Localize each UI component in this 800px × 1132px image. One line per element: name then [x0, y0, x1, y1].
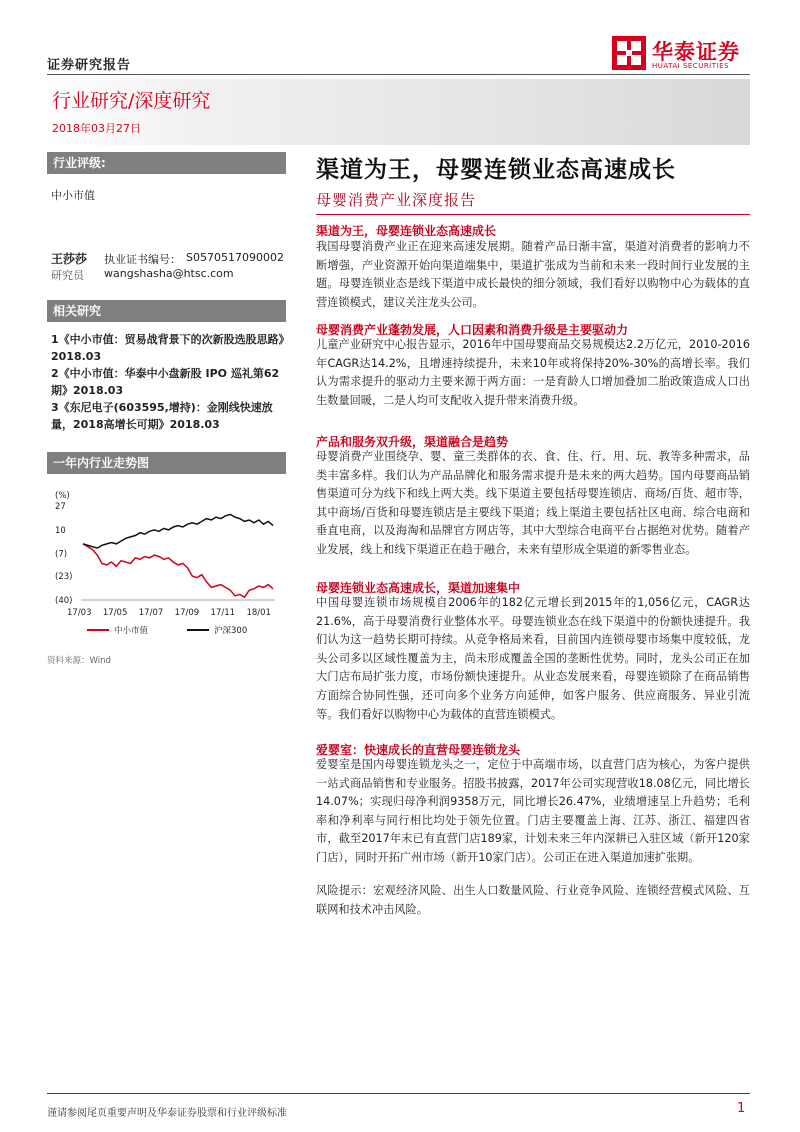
related-title: 相关研究 [53, 304, 102, 318]
rating-section-header [47, 152, 286, 174]
chart-section-header [47, 452, 286, 474]
footer-disclaimer[interactable]: 谨请参阅尾页重要声明及华泰证券股票和行业评级标准 [47, 1108, 287, 1119]
section-heading: 渠道为王，母婴连锁业态高速成长 [316, 224, 497, 238]
y-tick-label: (7) [55, 549, 68, 560]
section-heading: 母婴消费产业蓬勃发展，人口因素和消费升级是主要驱动力 [316, 323, 629, 337]
x-tick-label: 17/07 [138, 608, 164, 618]
risk-note: 风险提示：宏观经济风险、出生人口数量风险、行业竞争风险、连锁经营模式风险、互联网和技术冲击风险。 [316, 884, 750, 916]
related-section-header [47, 300, 286, 322]
huatai-logo [612, 36, 782, 76]
analyst-role: 研究员 [51, 269, 84, 282]
company-name-en: HUATAI SECURITIES [652, 62, 729, 70]
series-line [83, 544, 273, 597]
header-rule [47, 74, 750, 75]
main-title: 渠道为王，母婴连锁业态高速成长 [316, 157, 676, 183]
series-line [83, 514, 273, 548]
y-tick-label: 10 [55, 525, 66, 536]
report-date: 2018年03月27日 [52, 122, 141, 135]
section-body: 母婴消费产业围绕孕、婴、童三类群体的衣、食、住、行、用、玩、教等多种需求，品类丰富多样。我们认为产品品牌化和服务需求提升是未来的两大趋势。国内母婴商品销售渠道可分为线下和线上两大类。线下渠道主要包括母婴连锁店、商场/百货、超市等，其中商场/百货和母婴连锁店是主要线下渠道；线上渠道主要包括社区电商、综合电商和垂直电商，以及海淘和品牌官方网店等，其中大型综合电商平台占据绝对优势。随着产业发展，线上和线下渠道正在趋于融合，未来有望形成全渠道的新零售业态。 [316, 450, 750, 556]
x-tick-label: 17/03 [67, 608, 92, 618]
subtitle-rule [316, 214, 750, 215]
legend-label: 沪深300 [214, 626, 248, 636]
x-tick-label: 17/09 [174, 608, 200, 618]
section-body: 爱婴室是国内母婴连锁龙头之一，定位于中高端市场，以直营门店为核心，为客户提供一站式商品销售和专业服务。招股书披露，2017年公司实现营收18.08亿元，同比增长14.07%；实现归母净利润9358万元，同比增长26.47%，业绩增速呈上升趋势；毛利率和净利率与同行相比均处于领先位置。门店主要覆盖上海、江苏、浙江、福建四省市，截至2017年末已有直营门店189家，计划未来三年内深耕已入驻区域（新开120家门店），同时开拓广州市场（新开10家门店）。公司正在进入渠道加速扩张期。 [316, 758, 750, 864]
section-body: 我国母婴消费产业正在迎来高速发展期。随着产品日渐丰富，渠道对消费者的影响力不断增强，产业资源开始向渠道端集中，渠道扩张成为当前和未来一段时间行业发展的主题。母婴连锁业态是线下渠道中成长最快的细分领域，我们看好以购物中心为载体的直营连锁模式，建议关注龙头公司。 [316, 240, 750, 309]
x-tick-label: 17/05 [102, 608, 128, 618]
huatai-logo-icon [612, 36, 646, 70]
industry-trend-chart [47, 482, 286, 642]
x-tick-label: 17/11 [210, 608, 236, 618]
rating-title: 行业评级: [53, 156, 106, 170]
related-item[interactable]: 2《中小市值：华泰中小盘新股 IPO 巡礼第62期》2018.03 [51, 367, 280, 397]
section-heading: 母婴连锁业态高速成长，渠道加速集中 [316, 581, 521, 595]
company-name-cn: 华泰证券 [652, 40, 740, 64]
legend-label: 中小市值 [114, 626, 149, 636]
section-body: 中国母婴连锁市场规模自2006年的182亿元增长到2015年的1,056亿元，CAGR达21.6%，高于母婴消费行业整体水平。母婴连锁业态在线下渠道中的份额快速提升。我们认为这一趋势长期可持续。从竞争格局来看，目前国内连锁母婴市场集中度较低，龙头公司多以区域性覆盖为主，尚未形成覆盖全国的垄断性优势。同时，龙头公司正在加大门店布局扩张力度，市场份额快速提升。从业态发展来看，母婴连锁除了在商品销售方面综合协同性强，还可向多个业务方向延伸，如客户服务、供应商服务、异业引流等。我们看好以购物中心为载体的直营连锁模式。 [316, 596, 750, 721]
chart-source: 资料来源：Wind [47, 656, 111, 666]
analyst-email[interactable]: wangshasha@htsc.com [104, 267, 234, 280]
footer-rule [47, 1093, 750, 1094]
cert-label: 执业证书编号： [104, 253, 181, 266]
report-category: 行业研究/深度研究 [52, 90, 211, 112]
y-tick-label: (40) [55, 596, 73, 606]
y-tick-label: 27 [55, 502, 66, 512]
cert-number: S0570517090002 [186, 251, 284, 264]
related-item[interactable]: 3《东尼电子(603595,增持)：金刚线快速放量，2018高增长可期》2018.03 [51, 401, 273, 431]
main-subtitle: 母婴消费产业深度报告 [316, 191, 477, 209]
y-axis-unit: (%) [55, 491, 70, 501]
x-tick-label: 18/01 [246, 608, 271, 618]
page-number: 1 [737, 1101, 746, 1116]
section-heading: 产品和服务双升级，渠道融合是趋势 [316, 435, 509, 449]
industry-name: 中小市值 [51, 189, 95, 202]
y-tick-label: (23) [55, 572, 73, 583]
report-type-label: 证券研究报告 [47, 58, 132, 73]
section-heading: 爱婴室：快速成长的直营母婴连锁龙头 [316, 743, 521, 757]
analyst-name: 王莎莎 [51, 252, 88, 266]
chart-title: 一年内行业走势图 [53, 456, 150, 470]
related-item[interactable]: 1《中小市值：贸易战背景下的次新股选股思路》2018.03 [51, 333, 285, 363]
section-body: 儿童产业研究中心报告显示，2016年中国母婴商品交易规模达2.2万亿元，2010-2016年CAGR达14.2%，且增速持续提升，未来10年或将保持20%-30%的高增长率。我们认为需求提升的驱动力主要来源于两方面：一是育龄人口增加叠加二胎政策造成人口出生数量回暖，二是人均可支配收入提升带来消费升级。 [316, 338, 750, 407]
